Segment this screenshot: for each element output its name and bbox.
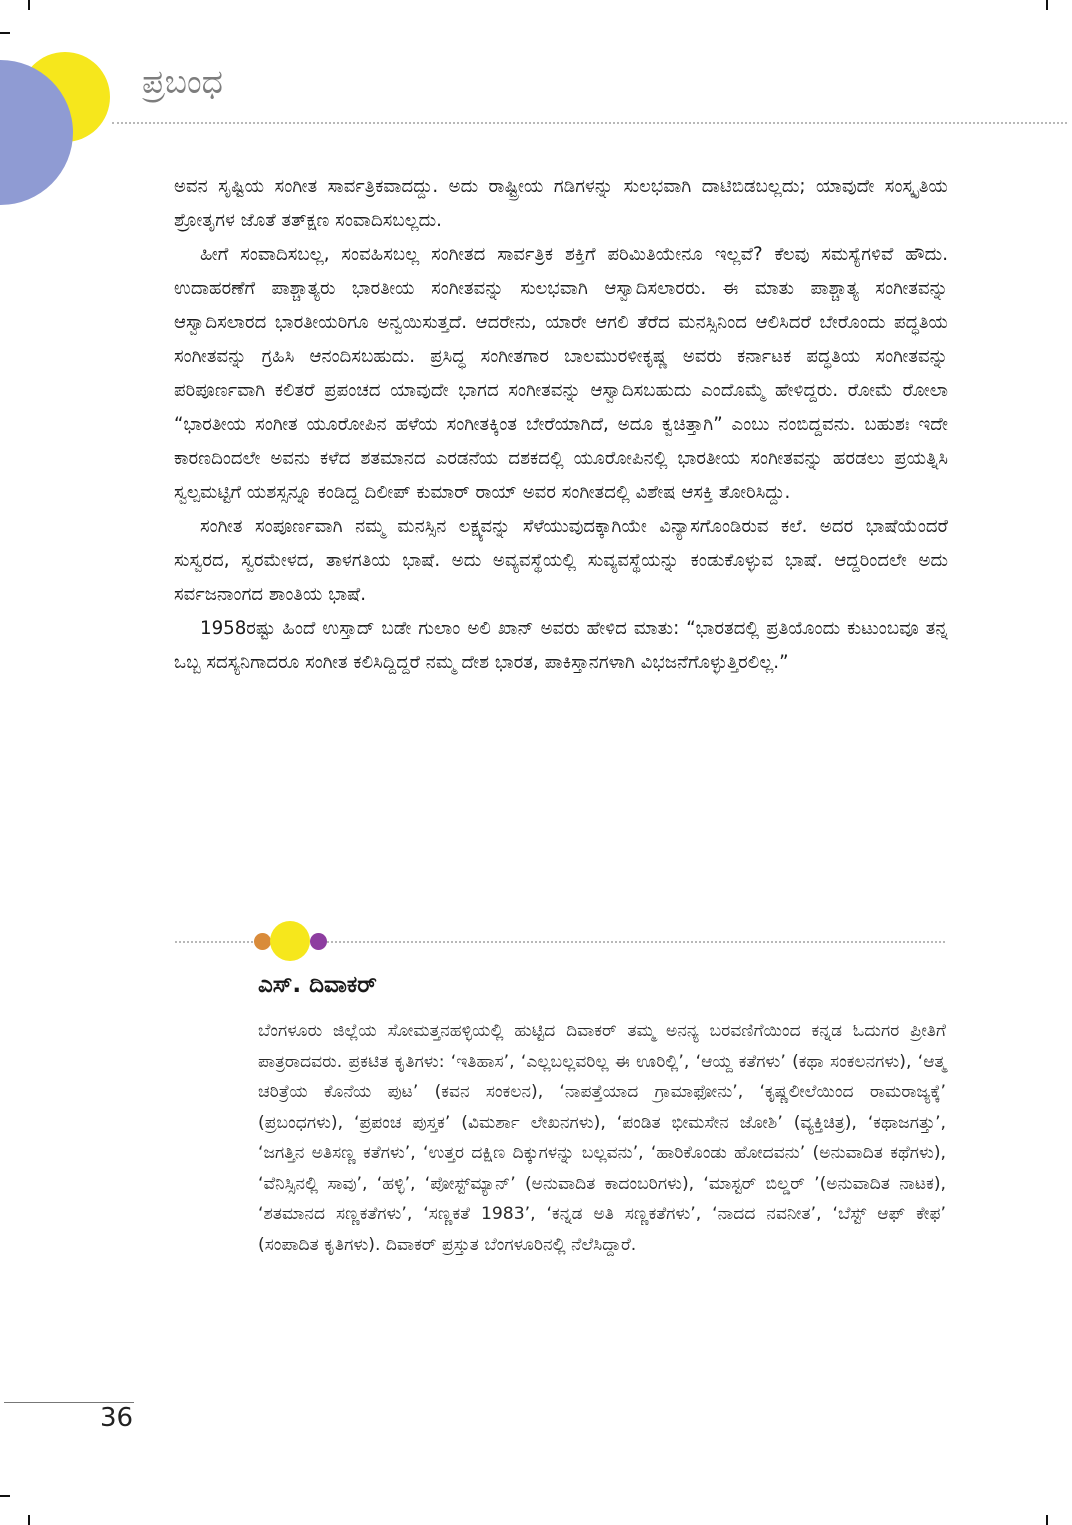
crop-mark-top-left-h bbox=[0, 32, 10, 34]
crop-mark-top-left-v bbox=[28, 0, 30, 10]
header-dotted-divider bbox=[112, 122, 1067, 124]
essay-paragraph: 1958ರಷ್ಟು ಹಿಂದೆ ಉಸ್ತಾದ್ ಬಡೇ ಗುಲಾಂ ಅಲಿ ಖಾನ್ ಅವರು ಹೇಳಿದ ಮಾತು: “ಭಾರತದಲ್ಲಿ ಪ್ರತಿಯೊಂದು ಕುಟುಂಬವೂ ತನ್ನ ಒಬ್ಬ ಸದಸ್ಯನಿಗಾದರೂ ಸಂಗೀತ ಕಲಿಸಿದ್ದಿದ್ದರೆ ನಮ್ಮ ದೇಶ ಭಾರತ, ಪಾಕಿಸ್ತಾನಗಳಾಗಿ ವಿಭಜನೆಗೊಳ್ಳುತ್ತಿರಲಿಲ್ಲ.” bbox=[174, 618, 948, 673]
crop-mark-bottom-left-h bbox=[0, 1495, 10, 1497]
decorative-purple-dot bbox=[310, 933, 327, 950]
decorative-orange-dot bbox=[254, 933, 271, 950]
essay-paragraph: ಸಂಗೀತ ಸಂಪೂರ್ಣವಾಗಿ ನಮ್ಮ ಮನಸ್ಸಿನ ಲಕ್ಷ್ಯವನ್ನು ಸೆಳೆಯುವುದಕ್ಕಾಗಿಯೇ ವಿನ್ಯಾಸಗೊಂಡಿರುವ ಕಲೆ. ಅದರ ಭಾಷೆಯೆಂದರೆ ಸುಸ್ವರದ, ಸ್ವರಮೇಳದ, ತಾಳಗತಿಯ ಭಾಷೆ. ಅದು ಅವ್ಯವಸ್ಥೆಯಲ್ಲಿ ಸುವ್ಯವಸ್ಥೆಯನ್ನು ಕಂಡುಕೊಳ್ಳುವ ಭಾಷೆ. ಆದ್ದರಿಂದಲೇ ಅದು ಸರ್ವಜನಾಂಗದ ಶಾಂತಿಯ ಭಾಷೆ. bbox=[174, 516, 948, 605]
author-bio: ಬೆಂಗಳೂರು ಜಿಲ್ಲೆಯ ಸೋಮತ್ತನಹಳ್ಳಿಯಲ್ಲಿ ಹುಟ್ಟಿದ ದಿವಾಕರ್ ತಮ್ಮ ಅನನ್ಯ ಬರವಣಿಗೆಯಿಂದ ಕನ್ನಡ ಓದುಗರ ಪ್ರೀತಿಗೆ ಪಾತ್ರರಾದವರು. ಪ್ರಕಟಿತ ಕೃತಿಗಳು: ‘ಇತಿಹಾಸ’, ‘ಎಲ್ಲಬಲ್ಲವರಿಲ್ಲ ಈ ಊರಿಲ್ಲಿ’, ‘ಆಯ್ದ ಕತೆಗಳು’ (ಕಥಾ ಸಂಕಲನಗಳು), ‘ಆತ್ಮ ಚರಿತ್ರೆಯ ಕೊನೆಯ ಪುಟ’ (ಕವನ ಸಂಕಲನ), ‘ನಾಪತ್ತೆಯಾದ ಗ್ರಾಮಾಫೋನು’, ‘ಕೃಷ್ಣಲೀಲೆಯಿಂದ ರಾಮರಾಜ್ಯಕ್ಕೆ’ (ಪ್ರಬಂಧಗಳು), ‘ಪ್ರಪಂಚ ಪುಸ್ತಕ’ (ವಿಮರ್ಶಾ ಲೇಖನಗಳು), ‘ಪಂಡಿತ ಭೀಮಸೇನ ಜೋಶಿ’ (ವ್ಯಕ್ತಿಚಿತ್ರ), ‘ಕಥಾಜಗತ್ತು’, ‘ಜಗತ್ತಿನ ಅತಿಸಣ್ಣ ಕತೆಗಳು’, ‘ಉತ್ತರ ದಕ್ಷಿಣ ದಿಕ್ಕುಗಳನ್ನು ಬಲ್ಲವನು’, ‘ಹಾರಿಕೊಂಡು ಹೋದವನು’ (ಅನುವಾದಿತ ಕಥೆಗಳು), ‘ವೆನಿಸ್ಸಿನಲ್ಲಿ ಸಾವು’, ‘ಹಳ್ಳಿ’, ‘ಪೋಸ್ಟ್‌ಮ್ಯಾನ್’ (ಅನುವಾದಿತ ಕಾದಂಬರಿಗಳು), ‘ಮಾಸ್ಟರ್ ಬಿಲ್ಡರ್ ’(ಅನುವಾದಿತ ನಾಟಕ), ‘ಶತಮಾನದ ಸಣ್ಣಕತೆಗಳು’, ‘ಸಣ್ಣಕತೆ 1983’, ‘ಕನ್ನಡ ಅತಿ ಸಣ್ಣಕತೆಗಳು’, ‘ನಾದದ ನವನೀತ’, ‘ಬೆಸ್ಟ್ ಆಫ್ ಕೇಫ’ (ಸಂಪಾದಿತ ಕೃತಿಗಳು). ದಿವಾಕರ್ ಪ್ರಸ್ತುತ ಬೆಂಗಳೂರಿನಲ್ಲಿ ನೆಲೆಸಿದ್ದಾರೆ. bbox=[258, 1021, 946, 1255]
page-number: 36 bbox=[100, 1403, 134, 1433]
author-name: ಎಸ್. ದಿವಾಕರ್ bbox=[258, 972, 377, 998]
section-title: ಪ್ರಬಂಧ bbox=[142, 62, 223, 101]
crop-mark-bottom-left-v bbox=[28, 1515, 30, 1525]
crop-mark-top-right-v bbox=[1046, 0, 1048, 10]
essay-paragraph: ಹೀಗೆ ಸಂವಾದಿಸಬಲ್ಲ, ಸಂವಹಿಸಬಲ್ಲ ಸಂಗೀತದ ಸಾರ್ವತ್ರಿಕ ಶಕ್ತಿಗೆ ಪರಿಮಿತಿಯೇನೂ ಇಲ್ಲವೆ? ಕೆಲವು ಸಮಸ್ಯೆಗಳಿವೆ ಹೌದು. ಉದಾಹರಣೆಗೆ ಪಾಶ್ಚಾತ್ಯರು ಭಾರತೀಯ ಸಂಗೀತವನ್ನು ಸುಲಭವಾಗಿ ಆಸ್ವಾದಿಸಲಾರರು. ಈ ಮಾತು ಪಾಶ್ಚಾತ್ಯ ಸಂಗೀತವನ್ನು ಆಸ್ವಾದಿಸಲಾರದ ಭಾರತೀಯರಿಗೂ ಅನ್ವಯಿಸುತ್ತದೆ. ಆದರೇನು, ಯಾರೇ ಆಗಲಿ ತೆರೆದ ಮನಸ್ಸಿನಿಂದ ಆಲಿಸಿದರೆ ಬೇರೊಂದು ಪದ್ಧತಿಯ ಸಂಗೀತವನ್ನು ಗ್ರಹಿಸಿ ಆನಂದಿಸಬಹುದು. ಪ್ರಸಿದ್ಧ ಸಂಗೀತಗಾರ ಬಾಲಮುರಳೀಕೃಷ್ಣ ಅವರು ಕರ್ನಾಟಕ ಪದ್ಧತಿಯ ಸಂಗೀತವನ್ನು ಪರಿಪೂರ್ಣವಾಗಿ ಕಲಿತರೆ ಪ್ರಪಂಚದ ಯಾವುದೇ ಭಾಗದ ಸಂಗೀತವನ್ನು ಆಸ್ವಾದಿಸಬಹುದು ಎಂದೊಮ್ಮೆ ಹೇಳಿದ್ದರು. ರೋಮೆ ರೋಲಾ “ಭಾರತೀಯ ಸಂಗೀತ ಯೂರೋಪಿನ ಹಳೆಯ ಸಂಗೀತಕ್ಕಿಂತ ಬೇರೆಯಾಗಿದೆ, ಅದೂ ಕ್ವಚಿತ್ತಾಗಿ” ಎಂಬು ನಂಬಿದ್ದವನು. ಬಹುಶಃ ಇದೇ ಕಾರಣದಿಂದಲೇ ಅವನು ಕಳೆದ ಶತಮಾನದ ಎರಡನೆಯ ದಶಕದಲ್ಲಿ ಯೂರೋಪಿನಲ್ಲಿ ಭಾರತೀಯ ಸಂಗೀತವನ್ನು ಹರಡಲು ಪ್ರಯತ್ನಿಸಿ ಸ್ವಲ್ಪಮಟ್ಟಿಗೆ ಯಶಸ್ಸನ್ನೂ ಕಂಡಿದ್ದ ದಿಲೀಪ್ ಕುಮಾರ್ ರಾಯ್ ಅವರ ಸಂಗೀತದಲ್ಲಿ ವಿಶೇಷ ಆಸಕ್ತಿ ತೋರಿಸಿದ್ದು. bbox=[174, 244, 948, 503]
decorative-yellow-dot bbox=[270, 921, 310, 961]
essay-body bbox=[174, 170, 948, 680]
crop-mark-bottom-right-v bbox=[1046, 1515, 1048, 1525]
essay-paragraph: ಅವನ ಸೃಷ್ಟಿಯ ಸಂಗೀತ ಸಾರ್ವತ್ರಿಕವಾದದ್ದು. ಅದು ರಾಷ್ಟ್ರೀಯ ಗಡಿಗಳನ್ನು ಸುಲಭವಾಗಿ ದಾಟಿಬಿಡಬಲ್ಲದು; ಯಾವುದೇ ಸಂಸ್ಕೃತಿಯ ಶ್ರೋತೃಗಳ ಜೊತೆ ತತ್‌ಕ್ಷಣ ಸಂವಾದಿಸಬಲ್ಲದು. bbox=[174, 176, 948, 231]
